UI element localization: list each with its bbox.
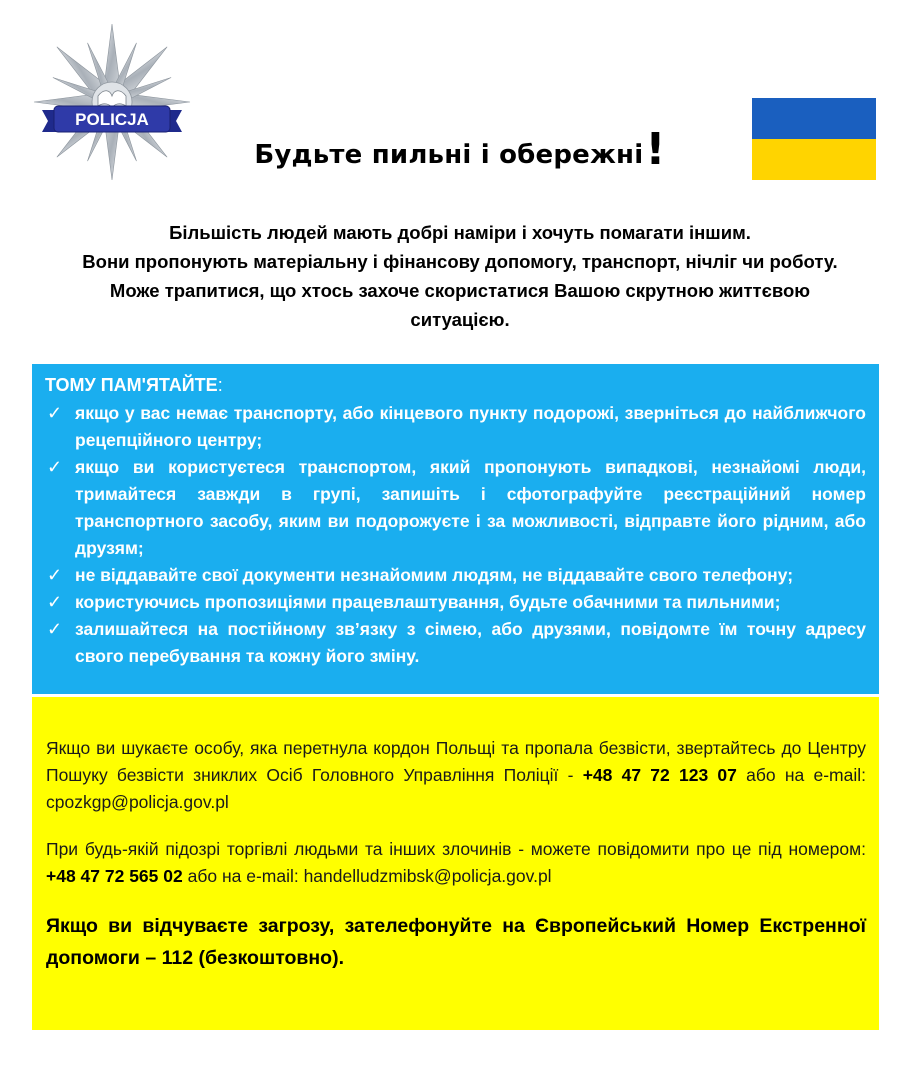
intro-line: ситуацією.: [410, 309, 510, 330]
checkmark-icon: ✓: [47, 619, 63, 639]
list-item: [45, 454, 866, 562]
trafficking-text: При будь-якій підозрі торгівлі людьми та інших злочинів - можете повідомити про це під номером:: [46, 839, 866, 859]
list-item: [45, 562, 866, 589]
list-item: [45, 400, 866, 454]
list-item-text: якщо ви користуєтеся транспортом, який пропонують випадкові, незнайомі люди, тримайтеся завжди в групі, запишіть і сфотографуйте реєстраційний номер транспортного засобу, яким ви подорожуєте і за можливості, відправте його рідним, або друзям;: [75, 457, 866, 558]
trafficking-phone: +48 47 72 565 02: [46, 866, 183, 886]
intro-line: Вони пропонують матеріальну і фінансову допомогу, транспорт, нічліг чи роботу.: [82, 251, 838, 272]
remember-heading-colon: :: [217, 375, 223, 395]
intro-text: [46, 218, 874, 334]
trafficking-email: handelludzmibsk@policja.gov.pl: [303, 866, 552, 886]
list-item: [45, 616, 866, 670]
list-item-text: якщо у вас немає транспорту, або кінцевого пункту подорожі, зверніться до найближчого рецепційного центру;: [75, 403, 866, 450]
title-exclamation: !: [645, 124, 666, 175]
list-item-text: залишайтеся на постійному зв’язку з сімею, або друзями, повідомте їм точну адресу свого перебування та кожну його зміну.: [75, 619, 866, 666]
list-item-text: не віддавайте свої документи незнайомим людям, не віддавайте свого телефону;: [75, 565, 794, 585]
checkmark-icon: ✓: [47, 403, 63, 423]
checkmark-icon: ✓: [47, 592, 63, 612]
intro-line: Може трапитися, що хтось захоче скористатися Вашою скрутною життєвою: [109, 280, 811, 301]
emergency-paragraph: Якщо ви відчуваєте загрозу, зателефонуйте на Європейський Номер Екстренної допомоги – 112 (безкоштовно).: [46, 915, 866, 969]
list-item-text: користуючись пропозиціями працевлаштування, будьте обачними та пильними;: [75, 592, 781, 612]
missing-persons-text: Якщо ви шукаєте особу, яка перетнула кордон Польщі та пропала безвісти, звертайтесь до Центру Пошуку безвісти зниклих Осіб Головного Управління Поліції -: [46, 738, 866, 785]
flag-blue-stripe: [752, 98, 876, 139]
email-prefix: або на e-mail:: [736, 765, 866, 785]
list-item: [45, 589, 866, 616]
title-text: Будьте пильні і обережні: [254, 140, 644, 170]
missing-persons-email: cpozkgp@policja.gov.pl: [46, 792, 229, 812]
intro-line: Більшість людей мають добрі наміри і хочуть помагати іншим.: [169, 222, 751, 243]
logo-text: POLICJA: [75, 110, 149, 129]
remember-heading-text: ТОМУ ПАМ'ЯТАЙТЕ: [45, 375, 218, 395]
page-title: [0, 124, 920, 175]
checkmark-icon: ✓: [47, 565, 63, 585]
trafficking-paragraph: [46, 836, 866, 890]
email-prefix: або на e-mail:: [182, 866, 304, 886]
missing-persons-phone: +48 47 72 123 07: [582, 765, 737, 785]
checkmark-icon: ✓: [47, 457, 63, 477]
advice-list: [45, 400, 866, 670]
remember-heading: [45, 375, 223, 396]
missing-persons-paragraph: [46, 735, 866, 816]
